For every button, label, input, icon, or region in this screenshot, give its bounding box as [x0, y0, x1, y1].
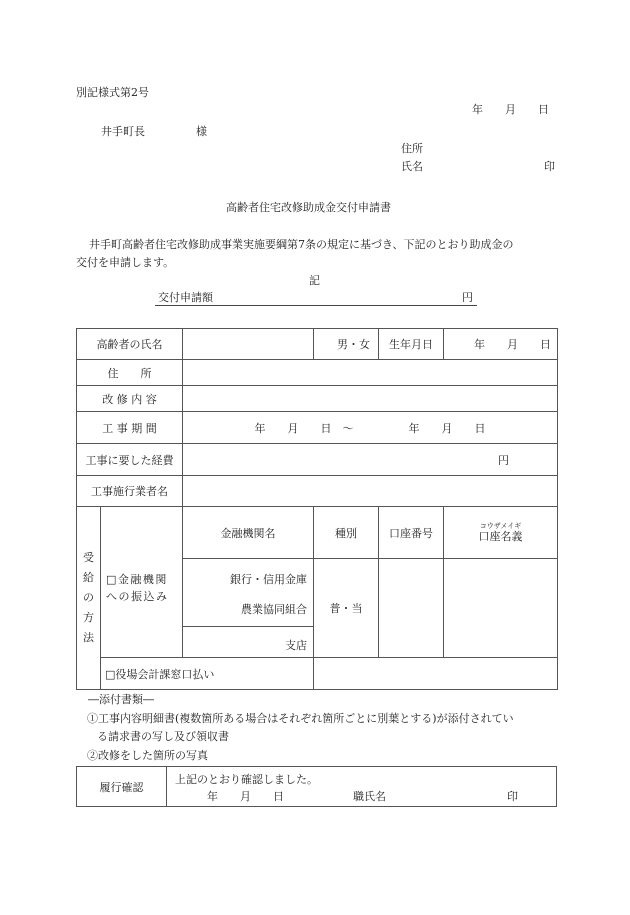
- payment-method-label: 受給の方法: [77, 507, 101, 690]
- body-text-line2: 交付を申請します。: [76, 256, 175, 269]
- bank-name-field[interactable]: [183, 559, 314, 658]
- gender-field[interactable]: 男・女: [314, 329, 379, 360]
- applicant-seal: 印: [544, 160, 555, 173]
- counter-payment-blank: [314, 658, 558, 690]
- account-type-header: 種別: [314, 507, 379, 559]
- bank-type-line1: 銀行・信用金庫: [230, 573, 307, 586]
- applicant-name-label: 氏名: [401, 160, 423, 173]
- form-number: 別記様式第2号: [76, 86, 149, 99]
- account-number-header: 口座番号: [379, 507, 444, 559]
- construction-period-field[interactable]: 年 月 日 ～ 年 月 日: [183, 412, 558, 444]
- address-label: 住 所: [77, 360, 183, 386]
- attachments-heading: ―添付書類―: [88, 693, 154, 706]
- account-name-ruby: コウザメイギ: [479, 522, 522, 530]
- confirmation-label: 履行確認: [77, 767, 167, 807]
- application-date: 年 月 日: [472, 103, 549, 116]
- construction-period-label: 工 事 期 間: [77, 412, 183, 444]
- request-amount-unit: 円: [462, 291, 473, 304]
- applicant-address-label: 住所: [401, 142, 423, 155]
- honorific: 様: [196, 125, 207, 138]
- addressee: 井手町長: [101, 125, 145, 138]
- bank-name-header: 金融機関名: [183, 507, 314, 559]
- ki-marker: 記: [309, 274, 320, 287]
- counter-payment-option[interactable]: □役場会計課窓口払い: [101, 658, 314, 690]
- attachment-item1-line2: る請求書の写し及び領収書: [97, 730, 229, 743]
- construction-cost-label: 工事に要した経費: [77, 444, 183, 476]
- document-title: 高齢者住宅改修助成金交付申請書: [226, 201, 391, 214]
- official-seal: 印: [507, 790, 518, 803]
- account-type-field[interactable]: 普・当: [314, 559, 379, 658]
- application-form-table: [76, 328, 558, 690]
- contractor-label: 工事施行業者名: [77, 476, 183, 507]
- elder-name-label: 高齢者の氏名: [77, 329, 183, 360]
- renovation-content-label: 改 修 内 容: [77, 386, 183, 412]
- confirmation-table: [76, 766, 557, 807]
- request-amount-label: 交付申請額: [158, 291, 213, 304]
- account-name-field[interactable]: [444, 559, 558, 658]
- confirmation-text: 上記のとおり確認しました。: [175, 773, 318, 786]
- official-name-label: 職氏名: [353, 790, 386, 803]
- birth-date-label: 生年月日: [379, 329, 444, 360]
- construction-cost-field[interactable]: [183, 444, 558, 476]
- body-text-line1: 井手町高齢者住宅改修助成事業実施要綱第7条の規定に基づき、下記のとおり助成金の: [89, 238, 514, 251]
- branch-label: 支店: [285, 639, 307, 652]
- confirmation-date: 年 月 日: [207, 790, 284, 803]
- address-field[interactable]: [183, 360, 558, 386]
- attachment-item2: ②改修をした箇所の写真: [87, 749, 208, 762]
- contractor-field[interactable]: [183, 476, 558, 507]
- confirmation-field[interactable]: [167, 767, 557, 807]
- account-number-field[interactable]: [379, 559, 444, 658]
- renovation-content-field[interactable]: [183, 386, 558, 412]
- bank-type-line2: 農業協同組合: [241, 603, 307, 616]
- birth-date-field[interactable]: 年 月 日: [444, 329, 558, 360]
- attachment-item1-line1: ①工事内容明細書(複数箇所ある場合はそれぞれ箇所ごとに別葉とする)が添付されてい: [87, 712, 514, 725]
- account-name-header: コウザメイギ 口座名義: [444, 507, 558, 559]
- construction-cost-unit: 円: [498, 453, 509, 467]
- bank-transfer-option[interactable]: □金融機関への振込み: [101, 507, 183, 658]
- elder-name-field[interactable]: [183, 329, 314, 360]
